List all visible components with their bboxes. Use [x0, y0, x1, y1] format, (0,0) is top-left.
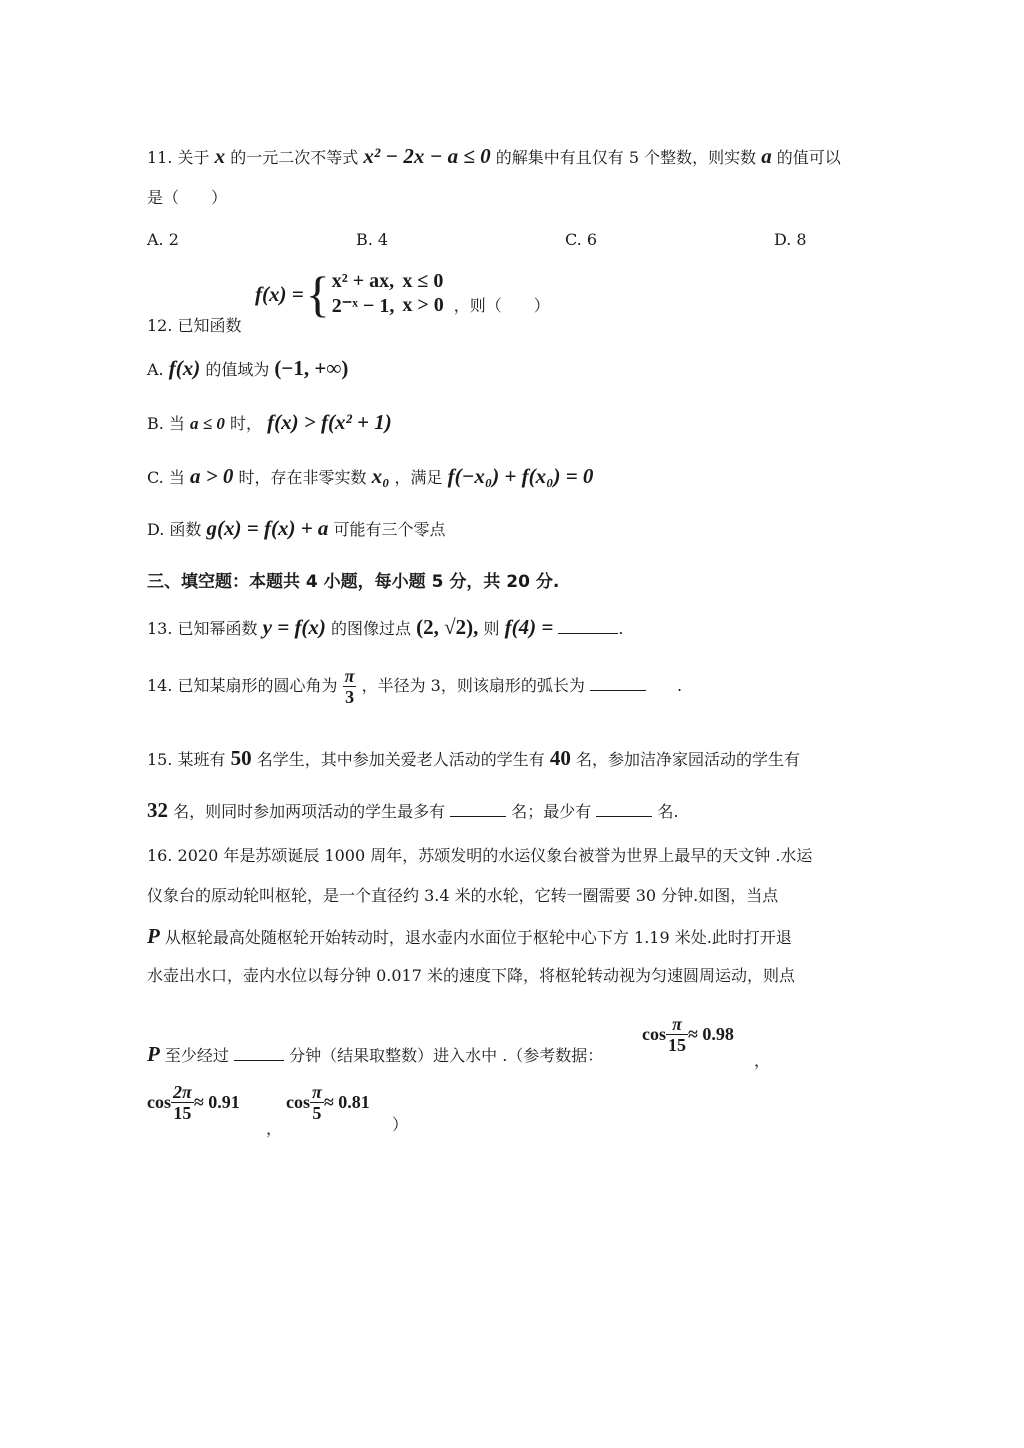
q12-case1-expr: x² + ax,: [331, 270, 395, 292]
q16-ref3-den: 5: [312, 1103, 322, 1123]
q16-ref3: [286, 1082, 370, 1123]
q16-point-p: P: [147, 924, 160, 948]
q11-option-c[interactable]: C. 6: [565, 230, 598, 249]
q13-point: (2, √2),: [416, 615, 479, 639]
q15-max-blank[interactable]: [450, 800, 506, 817]
q15-n40: 40: [549, 746, 571, 770]
q12-c-text1: 时，存在非零实数: [238, 468, 367, 487]
q16-text5a: 至少经过: [164, 1046, 229, 1065]
q12-lead: 已知函数: [177, 316, 242, 335]
q11-option-a[interactable]: A. 2: [147, 230, 179, 249]
q12-a-label: A.: [147, 360, 164, 379]
q12-piecewise: [254, 268, 551, 320]
q14-end: .: [677, 676, 683, 695]
q15-text6: 名.: [657, 802, 679, 821]
q12-c-x0: x₀: [371, 464, 390, 488]
q12-c-cond: a > 0: [189, 464, 234, 488]
q13-text1: 已知幂函数: [177, 619, 258, 638]
q11-line1: [147, 146, 841, 168]
q14-fraction: [343, 666, 357, 707]
q12-c-expr: f(−x₀) + f(x₀) = 0: [447, 464, 594, 488]
q12-tail: ，则（ ）: [453, 296, 550, 315]
q15-number: 15.: [147, 750, 173, 769]
q12-number: 12.: [147, 316, 173, 335]
q16-point-p2: P: [147, 1042, 160, 1066]
q13-text2: 的图像过点: [331, 619, 412, 638]
q15-line2: [147, 800, 679, 822]
q11-var-x: x: [214, 144, 226, 168]
q13-answer-blank[interactable]: [558, 617, 618, 634]
q12-option-d[interactable]: [147, 518, 446, 540]
q14-frac-den: 3: [345, 687, 355, 707]
q15-text3: 名，参加洁净家园活动的学生有: [575, 750, 800, 769]
q16-ref2: [147, 1082, 240, 1123]
section-3-heading: 三、填空题：本题共 4 小题，每小题 5 分，共 20 分.: [147, 572, 560, 592]
q11-number: 11.: [147, 148, 173, 167]
q14-number: 14.: [147, 676, 173, 695]
q16-line3: [147, 926, 792, 948]
q16-ref3-frac: [310, 1082, 324, 1123]
q11-text3: 的解集中有且仅有 5 个整数，则实数: [495, 148, 757, 167]
q16-ref3-val: ≈ 0.81: [323, 1092, 370, 1112]
q11-text2: 的一元二次不等式: [230, 148, 359, 167]
q11-var-a: a: [761, 144, 772, 168]
q16-ref-close: ）: [392, 1115, 409, 1134]
q12-d-text: 可能有三个零点: [333, 520, 446, 539]
q12-option-b[interactable]: [147, 412, 392, 434]
q16-ref2-den: 15: [173, 1103, 192, 1123]
q16-ref1: [642, 1014, 734, 1055]
q12-option-a[interactable]: [147, 358, 348, 380]
q12-d-label: D. 函数: [147, 520, 202, 539]
q16-ref3-num: π: [312, 1082, 322, 1102]
q11-option-d[interactable]: D. 8: [774, 230, 807, 249]
q12-b-text: 时，: [229, 414, 262, 433]
q16-ref1-den: 15: [668, 1035, 686, 1055]
q14-text2: ，半径为 3，则该扇形的弧长为: [361, 676, 585, 695]
q12-a-range: (−1, +∞): [274, 356, 349, 380]
q15-text1: 某班有: [177, 750, 226, 769]
q16-text3: 从枢轮最高处随枢轮开始转动时，退水壶内水面位于枢轮中心下方 1.19 米处.此时打开退: [164, 928, 792, 947]
q12-a-fx: f(x): [168, 356, 201, 380]
q12-c-label: C. 当: [147, 468, 185, 487]
q12-fx: f(x) =: [255, 281, 304, 306]
q16-ref1-frac: [666, 1014, 688, 1055]
q15-text5: 名；最少有: [511, 802, 592, 821]
q15-n50: 50: [230, 746, 252, 770]
q16-ref1-comma: ，: [754, 1051, 771, 1070]
left-brace-icon: {: [305, 266, 330, 322]
q16-text5b: 分钟（结果取整数）进入水中 .（参考数据：: [289, 1046, 604, 1065]
q12-option-c[interactable]: [147, 466, 593, 488]
q14-answer-blank[interactable]: [590, 674, 646, 691]
q13-end: .: [618, 619, 624, 638]
q15-n32: 32: [147, 798, 168, 822]
q16-ref2-frac: [171, 1082, 194, 1123]
q16-line2: 仪象台的原动轮叫枢轮，是一个直径约 3.4 米的水轮，它转一圈需要 30 分钟.如图，当点: [147, 886, 779, 905]
q16-line4: 水壶出水口，壶内水位以每分钟 0.017 米的速度下降，将枢轮转动视为匀速圆周运动，则点: [147, 966, 795, 985]
q12-b-cond: a ≤ 0: [190, 414, 225, 433]
q12-a-text: 的值域为: [205, 360, 270, 379]
q15-text4: 名，则同时参加两项活动的学生最多有: [173, 802, 446, 821]
q16-line1: 16. 2020 年是苏颂诞辰 1000 周年，苏颂发明的水运仪象台被誉为世界上最早的天文钟 .水运: [147, 846, 813, 865]
q13-line: [147, 617, 624, 639]
q16-ref2-num: 2π: [173, 1082, 192, 1102]
q16-ref1-val: ≈ 0.98: [688, 1024, 734, 1044]
q14-text1: 已知某扇形的圆心角为: [177, 676, 338, 695]
q15-line1: [147, 748, 800, 770]
q12-case2-expr: 2⁻ˣ − 1,: [331, 295, 395, 317]
q15-min-blank[interactable]: [596, 800, 652, 817]
q11-option-b[interactable]: B. 4: [356, 230, 389, 249]
q16-ref2-comma: ，: [266, 1119, 283, 1138]
q13-number: 13.: [147, 619, 173, 638]
q12-d-expr: g(x) = f(x) + a: [206, 516, 329, 540]
q11-text4: 的值可以: [776, 148, 841, 167]
q13-expr: y = f(x): [262, 615, 326, 639]
q16-answer-blank[interactable]: [234, 1044, 284, 1061]
q16-line5: [147, 1044, 603, 1066]
q11-line2: 是（ ）: [147, 188, 228, 207]
q14-frac-num: π: [344, 666, 355, 686]
q13-ask: f(4) =: [504, 615, 554, 639]
q16-ref3-cos: cos: [286, 1092, 310, 1112]
q12-b-label: B. 当: [147, 414, 185, 433]
q15-text2: 名学生，其中参加关爱老人活动的学生有: [256, 750, 545, 769]
q12-number-lead: [147, 316, 242, 336]
q12-c-text2: ，满足: [394, 468, 443, 487]
q12-case2-cond: x > 0: [402, 294, 444, 316]
q16-ref2-cos: cos: [147, 1092, 171, 1112]
q13-text3: 则: [483, 619, 500, 638]
q16-ref2-val: ≈ 0.91: [193, 1092, 240, 1112]
q11-inequality: x² − 2x − a ≤ 0: [363, 144, 491, 168]
q12-b-expr: f(x) > f(x² + 1): [267, 410, 392, 434]
q12-case1-cond: x ≤ 0: [402, 270, 444, 292]
q16-ref1-num: π: [666, 1014, 688, 1035]
q14-line: [147, 666, 682, 707]
q11-text1: 关于: [177, 148, 210, 167]
q16-ref1-cos: cos: [642, 1024, 666, 1044]
